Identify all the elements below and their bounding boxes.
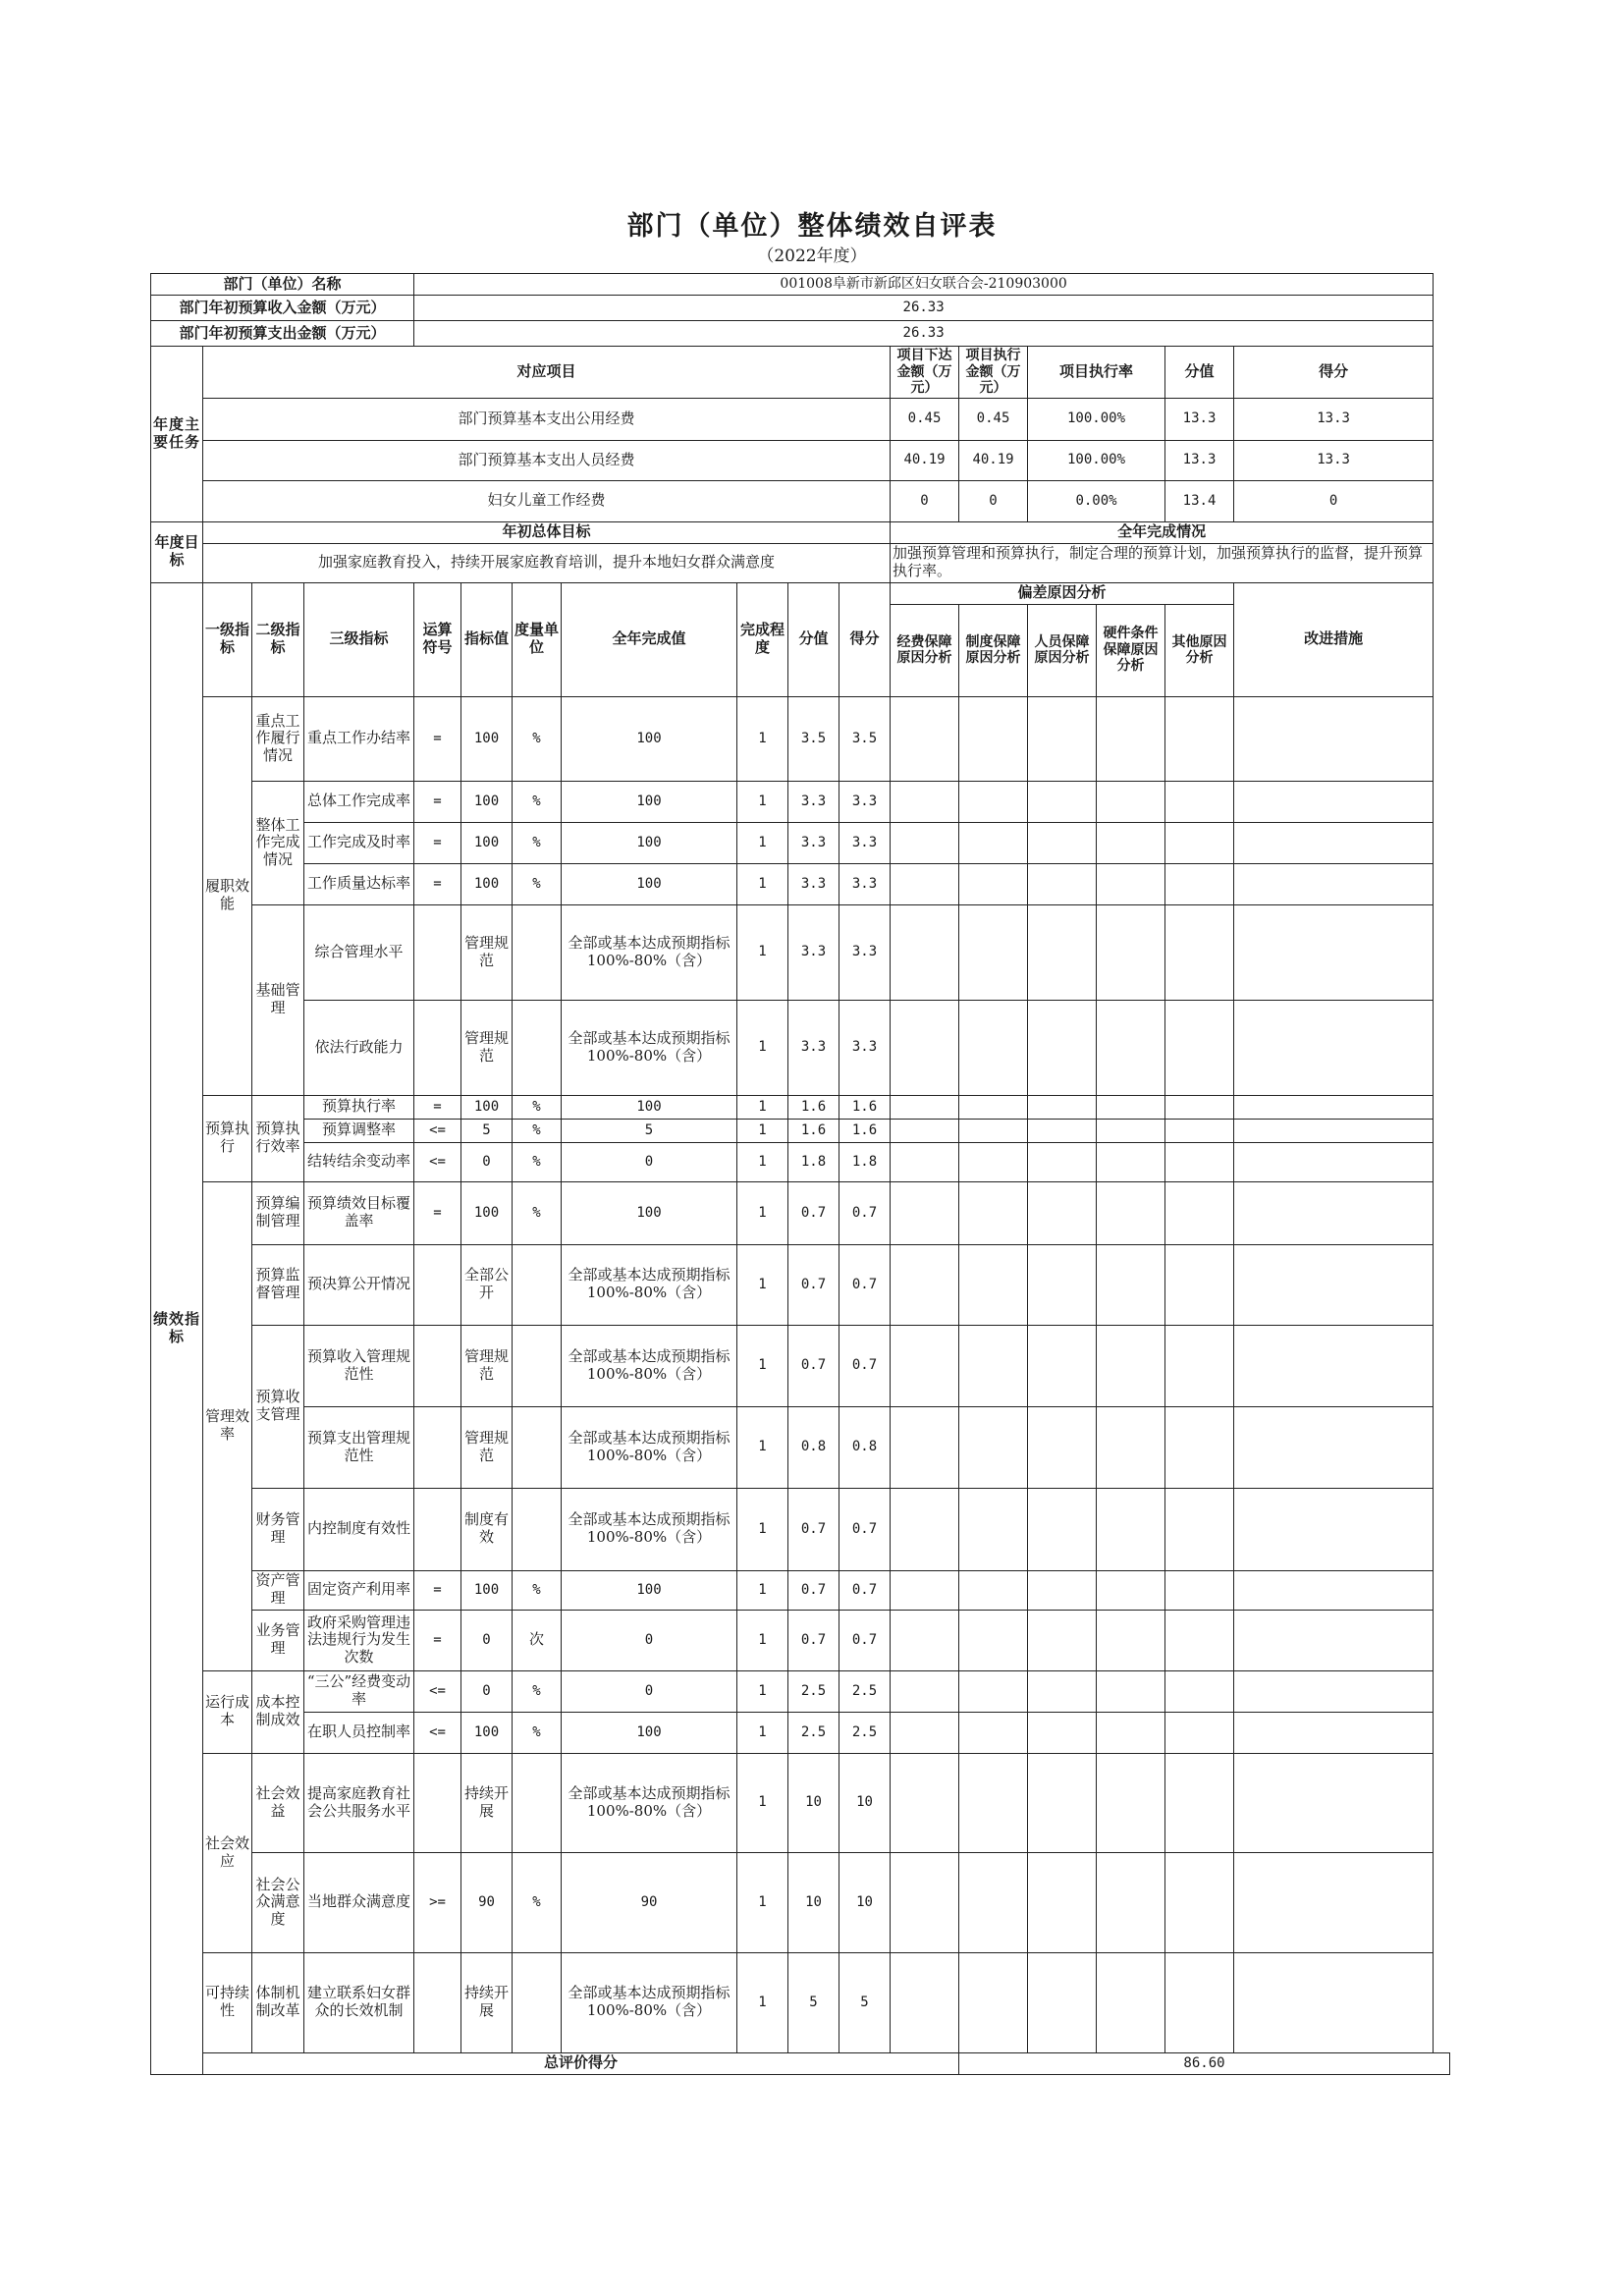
expense-row <box>151 321 1450 347</box>
task-row <box>151 440 1450 480</box>
ind-op: = <box>414 1610 461 1670</box>
ind-val: 5 <box>461 1119 513 1142</box>
ind-done: 100 <box>562 781 737 822</box>
ind-op: = <box>414 1570 461 1610</box>
hdr-d4: 硬件条件保障原因分析 <box>1097 604 1165 696</box>
group-label: 可持续性 <box>203 1952 252 2052</box>
ind-op <box>414 904 461 1000</box>
ind-done: 100 <box>562 696 737 781</box>
group-label: 履职效能 <box>203 696 252 1095</box>
tasks-col-score: 分值 <box>1165 347 1234 399</box>
dept-value: 001008阜新市新邱区妇女联合会-210903000 <box>414 274 1434 296</box>
ind-score: 2.5 <box>788 1712 839 1753</box>
indicator-row <box>151 1570 1450 1610</box>
ind-name: 结转结余变动率 <box>304 1142 414 1181</box>
task-row <box>151 480 1450 521</box>
ind-val: 100 <box>461 1570 513 1610</box>
ind-score: 0.7 <box>788 1570 839 1610</box>
ind-op: <= <box>414 1670 461 1712</box>
ind-score: 3.3 <box>788 863 839 904</box>
tasks-col-plan: 项目下达金额（万元） <box>891 347 959 399</box>
ind-name: 当地群众满意度 <box>304 1852 414 1952</box>
ind-unit: % <box>513 1181 562 1244</box>
subgroup-label: 预算编制管理 <box>252 1181 304 1244</box>
ind-op: = <box>414 822 461 863</box>
ind-name: 政府采购管理违法违规行为发生次数 <box>304 1610 414 1670</box>
ind-got: 0.7 <box>839 1488 891 1570</box>
document-year: （2022年度） <box>757 246 867 266</box>
ind-got: 3.3 <box>839 1000 891 1095</box>
task-score: 13.3 <box>1165 440 1234 480</box>
indicator-row <box>151 1000 1450 1095</box>
hdr-unit: 度量单位 <box>513 582 562 696</box>
goals-text-row <box>151 543 1450 582</box>
ind-deg: 1 <box>737 1570 788 1610</box>
ind-op: <= <box>414 1712 461 1753</box>
ind-deg: 1 <box>737 1406 788 1488</box>
ind-deg: 1 <box>737 1753 788 1852</box>
ind-unit <box>513 1952 562 2052</box>
ind-got: 3.3 <box>839 822 891 863</box>
ind-name: 预决算公开情况 <box>304 1244 414 1325</box>
ind-got: 10 <box>839 1753 891 1852</box>
total-label: 总评价得分 <box>203 2052 959 2074</box>
expense-value: 26.33 <box>414 321 1434 347</box>
task-rate: 100.00% <box>1028 398 1165 440</box>
ind-unit: % <box>513 1712 562 1753</box>
ind-done: 100 <box>562 1570 737 1610</box>
subgroup-label: 预算监督管理 <box>252 1244 304 1325</box>
indicator-row <box>151 1610 1450 1670</box>
ind-name: 预算绩效目标覆盖率 <box>304 1181 414 1244</box>
hdr-score: 分值 <box>788 582 839 696</box>
task-exec: 0.45 <box>959 398 1028 440</box>
ind-name: 预算收入管理规范性 <box>304 1325 414 1406</box>
subgroup-label: 成本控制成效 <box>252 1670 304 1753</box>
indicator-row <box>151 1670 1450 1712</box>
hdr-d2: 制度保障原因分析 <box>959 604 1028 696</box>
ind-done: 0 <box>562 1610 737 1670</box>
ind-val: 100 <box>461 781 513 822</box>
ind-done: 0 <box>562 1142 737 1181</box>
ind-unit <box>513 1753 562 1852</box>
ind-got: 3.3 <box>839 863 891 904</box>
ind-got: 2.5 <box>839 1712 891 1753</box>
ind-done: 100 <box>562 822 737 863</box>
ind-unit: % <box>513 1119 562 1142</box>
subgroup-label: 社会效益 <box>252 1753 304 1852</box>
task-row <box>151 398 1450 440</box>
ind-done: 全部或基本达成预期指标100%-80%（含） <box>562 1406 737 1488</box>
task-got: 13.3 <box>1234 398 1434 440</box>
ind-score: 10 <box>788 1852 839 1952</box>
hdr-l3: 三级指标 <box>304 582 414 696</box>
ind-got: 3.5 <box>839 696 891 781</box>
group-label: 管理效率 <box>203 1181 252 1670</box>
ind-done: 全部或基本达成预期指标100%-80%（含） <box>562 904 737 1000</box>
ind-val: 全部公开 <box>461 1244 513 1325</box>
ind-unit <box>513 1488 562 1570</box>
ind-op: <= <box>414 1119 461 1142</box>
ind-name: 固定资产利用率 <box>304 1570 414 1610</box>
indicator-row <box>151 1181 1450 1244</box>
ind-unit: % <box>513 822 562 863</box>
ind-val: 0 <box>461 1610 513 1670</box>
hdr-l2: 二级指标 <box>252 582 304 696</box>
ind-val: 管理规范 <box>461 904 513 1000</box>
ind-unit: % <box>513 863 562 904</box>
ind-score: 0.7 <box>788 1244 839 1325</box>
ind-unit: 次 <box>513 1610 562 1670</box>
ind-deg: 1 <box>737 1095 788 1119</box>
ind-got: 1.6 <box>839 1119 891 1142</box>
indicator-row <box>151 1852 1450 1952</box>
tasks-col-rate: 项目执行率 <box>1028 347 1165 399</box>
ind-score: 0.7 <box>788 1325 839 1406</box>
ind-val: 管理规范 <box>461 1000 513 1095</box>
indicator-row <box>151 1952 1450 2052</box>
ind-unit: % <box>513 781 562 822</box>
goals-initial-label: 年初总体目标 <box>203 521 891 543</box>
expense-label: 部门年初预算支出金额（万元） <box>151 321 414 347</box>
group-label: 运行成本 <box>203 1670 252 1753</box>
ind-score: 3.3 <box>788 1000 839 1095</box>
ind-score: 0.7 <box>788 1488 839 1570</box>
task-got: 13.3 <box>1234 440 1434 480</box>
ind-op: >= <box>414 1852 461 1952</box>
ind-got: 0.7 <box>839 1181 891 1244</box>
subgroup-label: 业务管理 <box>252 1610 304 1670</box>
goals-initial-text: 加强家庭教育投入，持续开展家庭教育培训，提升本地妇女群众满意度 <box>203 543 891 582</box>
ind-score: 3.3 <box>788 822 839 863</box>
hdr-fix: 改进措施 <box>1234 582 1434 696</box>
ind-val: 持续开展 <box>461 1952 513 2052</box>
ind-score: 0.8 <box>788 1406 839 1488</box>
ind-score: 1.6 <box>788 1095 839 1119</box>
dept-label: 部门（单位）名称 <box>151 274 414 296</box>
ind-deg: 1 <box>737 1000 788 1095</box>
ind-done: 0 <box>562 1670 737 1712</box>
hdr-done: 全年完成值 <box>562 582 737 696</box>
ind-op <box>414 1406 461 1488</box>
task-exec: 0 <box>959 480 1028 521</box>
ind-done: 90 <box>562 1852 737 1952</box>
ind-got: 2.5 <box>839 1670 891 1712</box>
total-row <box>151 2052 1450 2074</box>
ind-score: 1.6 <box>788 1119 839 1142</box>
subgroup-label: 体制机制改革 <box>252 1952 304 2052</box>
ind-name: 重点工作办结率 <box>304 696 414 781</box>
goals-final-text: 加强预算管理和预算执行，制定合理的预算计划，加强预算执行的监督，提升预算执行率。 <box>891 543 1434 582</box>
ind-done: 全部或基本达成预期指标100%-80%（含） <box>562 1000 737 1095</box>
hdr-dev: 偏差原因分析 <box>891 582 1234 604</box>
ind-unit: % <box>513 1670 562 1712</box>
hdr-deg: 完成程度 <box>737 582 788 696</box>
ind-got: 1.6 <box>839 1095 891 1119</box>
group-label: 预算执行 <box>203 1095 252 1181</box>
subgroup-label: 基础管理 <box>252 904 304 1095</box>
ind-score: 10 <box>788 1753 839 1852</box>
ind-unit <box>513 904 562 1000</box>
ind-name: 预算支出管理规范性 <box>304 1406 414 1488</box>
ind-name: “三公”经费变动率 <box>304 1670 414 1712</box>
hdr-got: 得分 <box>839 582 891 696</box>
ind-done: 100 <box>562 863 737 904</box>
subgroup-label: 财务管理 <box>252 1488 304 1570</box>
ind-unit: % <box>513 696 562 781</box>
tasks-col-got: 得分 <box>1234 347 1434 399</box>
document-title: 部门（单位）整体绩效自评表 <box>626 211 998 242</box>
ind-op: <= <box>414 1142 461 1181</box>
ind-deg: 1 <box>737 1952 788 2052</box>
ind-deg: 1 <box>737 1712 788 1753</box>
task-plan: 0.45 <box>891 398 959 440</box>
ind-deg: 1 <box>737 1852 788 1952</box>
task-plan: 40.19 <box>891 440 959 480</box>
ind-score: 3.3 <box>788 781 839 822</box>
ind-op <box>414 1000 461 1095</box>
ind-val: 100 <box>461 1181 513 1244</box>
ind-op <box>414 1488 461 1570</box>
subgroup-label: 预算收支管理 <box>252 1325 304 1488</box>
ind-header-row <box>151 582 1450 604</box>
ind-score: 3.3 <box>788 904 839 1000</box>
evaluation-table <box>150 273 1450 2075</box>
ind-op: = <box>414 1095 461 1119</box>
ind-unit: % <box>513 1142 562 1181</box>
ind-name: 提高家庭教育社会公共服务水平 <box>304 1753 414 1852</box>
ind-got: 1.8 <box>839 1142 891 1181</box>
ind-score: 5 <box>788 1952 839 2052</box>
hdr-op: 运算符号 <box>414 582 461 696</box>
ind-deg: 1 <box>737 781 788 822</box>
ind-done: 全部或基本达成预期指标100%-80%（含） <box>562 1488 737 1570</box>
tasks-col-exec: 项目执行金额（万元） <box>959 347 1028 399</box>
ind-deg: 1 <box>737 1181 788 1244</box>
ind-name: 在职人员控制率 <box>304 1712 414 1753</box>
indicator-row <box>151 1119 1450 1142</box>
ind-name: 依法行政能力 <box>304 1000 414 1095</box>
goals-header-row <box>151 521 1450 543</box>
ind-op: = <box>414 696 461 781</box>
income-row <box>151 296 1450 321</box>
ind-name: 预算调整率 <box>304 1119 414 1142</box>
ind-got: 5 <box>839 1952 891 2052</box>
ind-val: 100 <box>461 822 513 863</box>
indicator-row <box>151 781 1450 822</box>
ind-got: 0.8 <box>839 1406 891 1488</box>
ind-score: 0.7 <box>788 1610 839 1670</box>
ind-deg: 1 <box>737 822 788 863</box>
indicator-row <box>151 1244 1450 1325</box>
ind-unit <box>513 1406 562 1488</box>
task-score: 13.4 <box>1165 480 1234 521</box>
task-name: 部门预算基本支出人员经费 <box>203 440 891 480</box>
ind-val: 100 <box>461 863 513 904</box>
subgroup-label: 重点工作履行情况 <box>252 696 304 781</box>
ind-score: 0.7 <box>788 1181 839 1244</box>
ind-score: 1.8 <box>788 1142 839 1181</box>
ind-got: 0.7 <box>839 1570 891 1610</box>
ind-got: 0.7 <box>839 1244 891 1325</box>
ind-unit: % <box>513 1095 562 1119</box>
ind-deg: 1 <box>737 696 788 781</box>
ind-deg: 1 <box>737 1244 788 1325</box>
ind-done: 全部或基本达成预期指标100%-80%（含） <box>562 1753 737 1852</box>
ind-deg: 1 <box>737 1325 788 1406</box>
ind-name: 建立联系妇女群众的长效机制 <box>304 1952 414 2052</box>
ind-val: 管理规范 <box>461 1406 513 1488</box>
ind-name: 总体工作完成率 <box>304 781 414 822</box>
hdr-l1: 一级指标 <box>203 582 252 696</box>
ind-got: 0.7 <box>839 1325 891 1406</box>
indicator-row <box>151 1406 1450 1488</box>
task-got: 0 <box>1234 480 1434 521</box>
ind-val: 100 <box>461 696 513 781</box>
ind-name: 综合管理水平 <box>304 904 414 1000</box>
indicator-row <box>151 1488 1450 1570</box>
ind-op <box>414 1952 461 2052</box>
ind-deg: 1 <box>737 1142 788 1181</box>
ind-got: 3.3 <box>839 904 891 1000</box>
ind-val: 100 <box>461 1095 513 1119</box>
ind-done: 全部或基本达成预期指标100%-80%（含） <box>562 1952 737 2052</box>
ind-unit: % <box>513 1852 562 1952</box>
indicator-row <box>151 1095 1450 1119</box>
indicator-row <box>151 822 1450 863</box>
ind-done: 5 <box>562 1119 737 1142</box>
ind-done: 100 <box>562 1181 737 1244</box>
ind-unit <box>513 1244 562 1325</box>
ind-deg: 1 <box>737 1119 788 1142</box>
goals-final-label: 全年完成情况 <box>891 521 1434 543</box>
ind-unit: % <box>513 1570 562 1610</box>
indicators-section-label: 绩效指标 <box>151 582 203 2074</box>
ind-name: 工作质量达标率 <box>304 863 414 904</box>
ind-got: 10 <box>839 1852 891 1952</box>
indicator-row <box>151 1753 1450 1852</box>
total-value: 86.60 <box>959 2052 1450 2074</box>
subgroup-label: 社会公众满意度 <box>252 1852 304 1952</box>
task-rate: 100.00% <box>1028 440 1165 480</box>
ind-done: 全部或基本达成预期指标100%-80%（含） <box>562 1325 737 1406</box>
dept-row <box>151 274 1450 296</box>
task-plan: 0 <box>891 480 959 521</box>
ind-deg: 1 <box>737 1670 788 1712</box>
ind-deg: 1 <box>737 1488 788 1570</box>
ind-op <box>414 1753 461 1852</box>
ind-val: 持续开展 <box>461 1753 513 1852</box>
indicator-row <box>151 1712 1450 1753</box>
ind-name: 预算执行率 <box>304 1095 414 1119</box>
income-value: 26.33 <box>414 296 1434 321</box>
ind-val: 制度有效 <box>461 1488 513 1570</box>
hdr-d1: 经费保障原因分析 <box>891 604 959 696</box>
tasks-section-label: 年度主要任务 <box>151 347 203 522</box>
ind-deg: 1 <box>737 863 788 904</box>
ind-val: 90 <box>461 1852 513 1952</box>
subgroup-label: 预算执行效率 <box>252 1095 304 1181</box>
hdr-val: 指标值 <box>461 582 513 696</box>
indicator-row <box>151 1325 1450 1406</box>
subgroup-label: 整体工作完成情况 <box>252 781 304 904</box>
task-name: 部门预算基本支出公用经费 <box>203 398 891 440</box>
income-label: 部门年初预算收入金额（万元） <box>151 296 414 321</box>
task-rate: 0.00% <box>1028 480 1165 521</box>
ind-name: 内控制度有效性 <box>304 1488 414 1570</box>
indicator-row <box>151 904 1450 1000</box>
indicator-row <box>151 1142 1450 1181</box>
ind-val: 100 <box>461 1712 513 1753</box>
task-score: 13.3 <box>1165 398 1234 440</box>
ind-done: 100 <box>562 1712 737 1753</box>
ind-done: 100 <box>562 1095 737 1119</box>
ind-val: 0 <box>461 1142 513 1181</box>
ind-op: = <box>414 781 461 822</box>
ind-score: 2.5 <box>788 1670 839 1712</box>
goals-section-label: 年度目标 <box>151 521 203 582</box>
ind-name: 工作完成及时率 <box>304 822 414 863</box>
hdr-d3: 人员保障原因分析 <box>1028 604 1097 696</box>
group-label: 社会效应 <box>203 1753 252 1952</box>
ind-op: = <box>414 1181 461 1244</box>
subgroup-label: 资产管理 <box>252 1570 304 1610</box>
ind-val: 管理规范 <box>461 1325 513 1406</box>
hdr-d5: 其他原因分析 <box>1165 604 1234 696</box>
task-exec: 40.19 <box>959 440 1028 480</box>
ind-unit <box>513 1000 562 1095</box>
indicator-row <box>151 863 1450 904</box>
ind-score: 3.5 <box>788 696 839 781</box>
ind-op <box>414 1244 461 1325</box>
ind-done: 全部或基本达成预期指标100%-80%（含） <box>562 1244 737 1325</box>
ind-unit <box>513 1325 562 1406</box>
ind-deg: 1 <box>737 1610 788 1670</box>
tasks-col-item: 对应项目 <box>203 347 891 399</box>
indicator-row <box>151 696 1450 781</box>
tasks-header-row <box>151 347 1450 399</box>
ind-val: 0 <box>461 1670 513 1712</box>
ind-op: = <box>414 863 461 904</box>
task-name: 妇女儿童工作经费 <box>203 480 891 521</box>
ind-op <box>414 1325 461 1406</box>
ind-got: 0.7 <box>839 1610 891 1670</box>
ind-deg: 1 <box>737 904 788 1000</box>
ind-got: 3.3 <box>839 781 891 822</box>
